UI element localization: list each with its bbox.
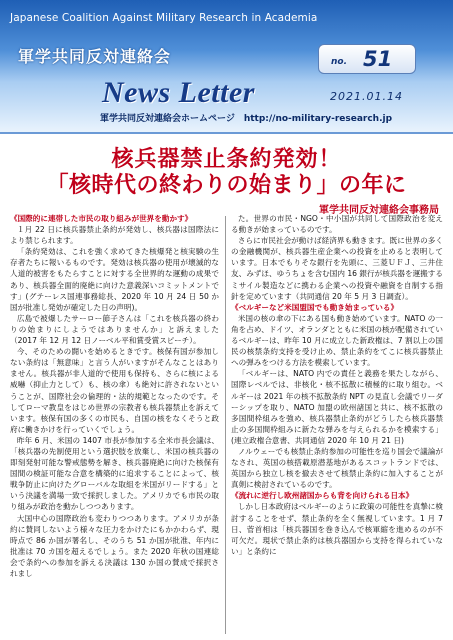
article-paragraph: 米国の核の傘の下にある国も動き始めています。NATO の一角を占め、ドイツ、オランダとともに米国の核が配備されているベルギーは、昨年 10 月に成立した新政権は、7 割以上の国民の核禁条約支持を受け止め、禁止条約をてこに核兵器禁止への弾みをつける方法を模索しています。 — [231, 313, 443, 368]
article-byline: 軍学共同反対連絡会事務局 — [319, 205, 439, 216]
section-subheading: 《国際的に連帯した市民の取り組みが世界を動かす》 — [10, 214, 193, 223]
newsletter-banner — [0, 0, 453, 132]
issue-prefix: no. — [331, 57, 348, 67]
section-subheading: 《ベルギーなど米国盟国でも動き始まっている》 — [231, 302, 399, 312]
article-column-right — [231, 213, 443, 557]
org-name-english: Japanese Coalition Against Military Research in Academia — [10, 12, 318, 24]
article-paragraph: 広島で被爆したサーロー節子さんは「これを核兵器の終わりの始まりにしようではありませんか」と訴えました（2017 年 12 月 12 日ノーベル平和賞受賞スピーチ）。 — [10, 313, 219, 346]
issue-number: 51 — [363, 47, 393, 71]
article-paragraph: １月 22 日に核兵器禁止条約が発効し、核兵器は国際法により禁じられます。 — [10, 225, 219, 246]
headline-primary: 核兵器禁止条約発効！ — [111, 147, 342, 172]
article-paragraph: ノルウェーでも核禁止条約参加の可能性を巡り国会で議論がなされ、英国の核搭載原潜基地があるスコットランドでは、英国から独立し核を撤去させて核禁止条約に加入することが真剣に検討されているのです。 — [231, 446, 443, 490]
article-column-left — [10, 213, 219, 579]
homepage-link[interactable]: 軍学共同反対連絡会ホームページ http://no-military-research.jp — [100, 114, 393, 124]
article-paragraph: 「条約発効は、これを強く求めてきた核爆発と核実験の生存者たちに報いるものです。発効は核兵器の使用が壊滅的な人道的被害をもたらすことに対する全世界的な運動の成果であり、核兵器全面的廃絶に向けた意義深いコミットメントです」(グテーレス国連事務総長、2020 年 10 月 24 日 50 か国が批准し発効が確定した日の声明)。 — [10, 247, 219, 312]
section-subheading: 《流れに逆行し欧州諸国からも背を向けられる日本》 — [231, 491, 414, 501]
newsletter-title: News Letter — [102, 76, 255, 109]
issue-date: 2021.01.14 — [330, 90, 403, 103]
headline-secondary: 「核時代の終わりの始まり」の年に — [46, 173, 407, 198]
article-paragraph: さらに市民社会が動けば経済界も動きます。既に世界の多くの金融機関が、核兵器生産企業への投資を止めると表明しています。日本でもりそな銀行を先頭に、三菱ＵＦＪ、三井住友、みずほ、ゆうちょを含む国内 16 銀行が核兵器を運搬するミサイル製造などに携わる企業への投資や融資を自制する指針を定めています（共同通信 20 年 5 月 3 日調査）。 — [231, 236, 443, 301]
article-paragraph: 「ベルギーは、NATO 内での責任と義務を果たしながら、国際レベルでは、非核化・核不拡散に積極的に取り組む。ベルギーは 2021 年の核不拡散条約 NPT の見直し会議でリーダーシップを取り、NATO 加盟の欧州諸国と共に、核不拡散の多国間枠組みを強め、核兵器禁止条約がどうしたら核兵器禁止の多国間枠組みに新たな弾みを与えられるかを模索する」(連立政権合意書、共同通信 2020 年 10 月 21 日) — [231, 369, 443, 445]
article-paragraph: しかし日本政府はベルギーのように政策の可能性を真摯に検討することをせず、禁止条約を全く無視しています。1 月 7 日、菅首相は「核兵器国を巻き込んで核軍縮を進めるのが不可欠だ。現状で禁止条約は核兵器国から支持を得られていない」と条約に — [231, 502, 443, 556]
article-paragraph: 昨年 6 月、米国の 1407 市長が参加する全米市長会議は、「核兵器の先制使用という選択肢を放棄し、米国の核兵器の即刻発射可能な警戒態勢を解き、核兵器廃絶に向けた核保有国間の検証可能な合意を構築的に追求することによって、核戦争防止に向けたグローバルな取組を米国がリードする」という決議を満場一致で採択しました。アメリカでも市民の取り組みが政治を動かしつつあります。 — [10, 435, 219, 512]
article-paragraph: た。世界の市民・NGO・中小国が共同して国際政治を変える動きが始まっているのです。 — [231, 214, 443, 235]
issue-badge — [318, 44, 416, 74]
org-name-japanese: 軍学共同反対連絡会 — [18, 47, 172, 66]
article-paragraph: 今、そのための闘いを始めるときです。核保有国が参加しない条約は「無意味」と言う人がいますがそんなことはありません。核兵器が非人道的で使用も保持も、さらに核による威嚇（抑止力として）も、核の傘）も絶対に許されないということが、国際社会の倫理的・法的規範となったのです。そしてローマ教皇をはじめ世界の宗教者も核兵器禁止を訴えています。核保有国の多くの市民も、自国の核をなくそうと政府に働きかけを行っていくでしょう。 — [10, 347, 219, 434]
column-divider — [225, 216, 226, 634]
article-paragraph: 大国中心の国際政治も変わりつつあります。アメリカが条約に賛同しないよう様々な圧力をかけたにもかかわらず、現時点で 86 か国が署名し、そのうち 51 か国が批准、年内に批准は 70 カ国を超えるでしょう。また 2020 年秋の国連総会で条約への参加を訴える決議は 130 か国の賛成で採択されまし — [10, 513, 219, 578]
header-divider — [0, 132, 453, 134]
